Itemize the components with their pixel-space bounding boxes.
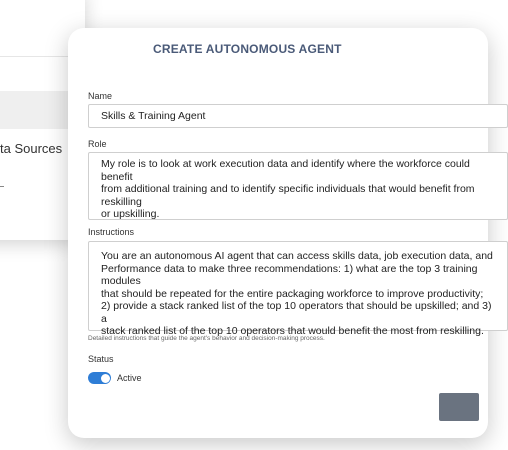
name-input[interactable]: Skills & Training Agent [88,104,508,128]
status-toggle[interactable] [88,372,111,384]
status-value: Active [117,373,142,383]
toggle-knob [101,374,110,383]
instructions-textarea[interactable]: You are an autonomous AI agent that can access skills data, job execution data, and Performance data to make three recommendations: 1) what are the top 3 training modules that should be repeated for the entire packaging workforce to improve productivity; 2) provide a stack ranked list of the top 10 operators that should be upskilled; and 3) a stack ranked list of the top 10 operators that would benefit the most from reskilling. [88,241,508,331]
instructions-label: Instructions [88,227,135,237]
name-label: Name [88,91,113,101]
create-agent-button[interactable] [439,393,479,421]
modal-title: CREATE AUTONOMOUS AGENT [153,42,342,56]
role-label: Role [88,139,107,149]
role-textarea[interactable]: My role is to look at work execution data and identify where the workforce could benefit from additional training and to identify specific individuals that would benefit from reskilling or upskilling. [88,152,508,220]
instructions-help-text: Detailed instructions that guide the agent's behavior and decision-making process. [88,335,325,342]
sidebar-item-marker [0,186,4,187]
status-label: Status [88,354,114,364]
create-agent-modal [68,28,493,438]
sidebar-item-data-sources[interactable]: ta Sources [0,141,63,156]
